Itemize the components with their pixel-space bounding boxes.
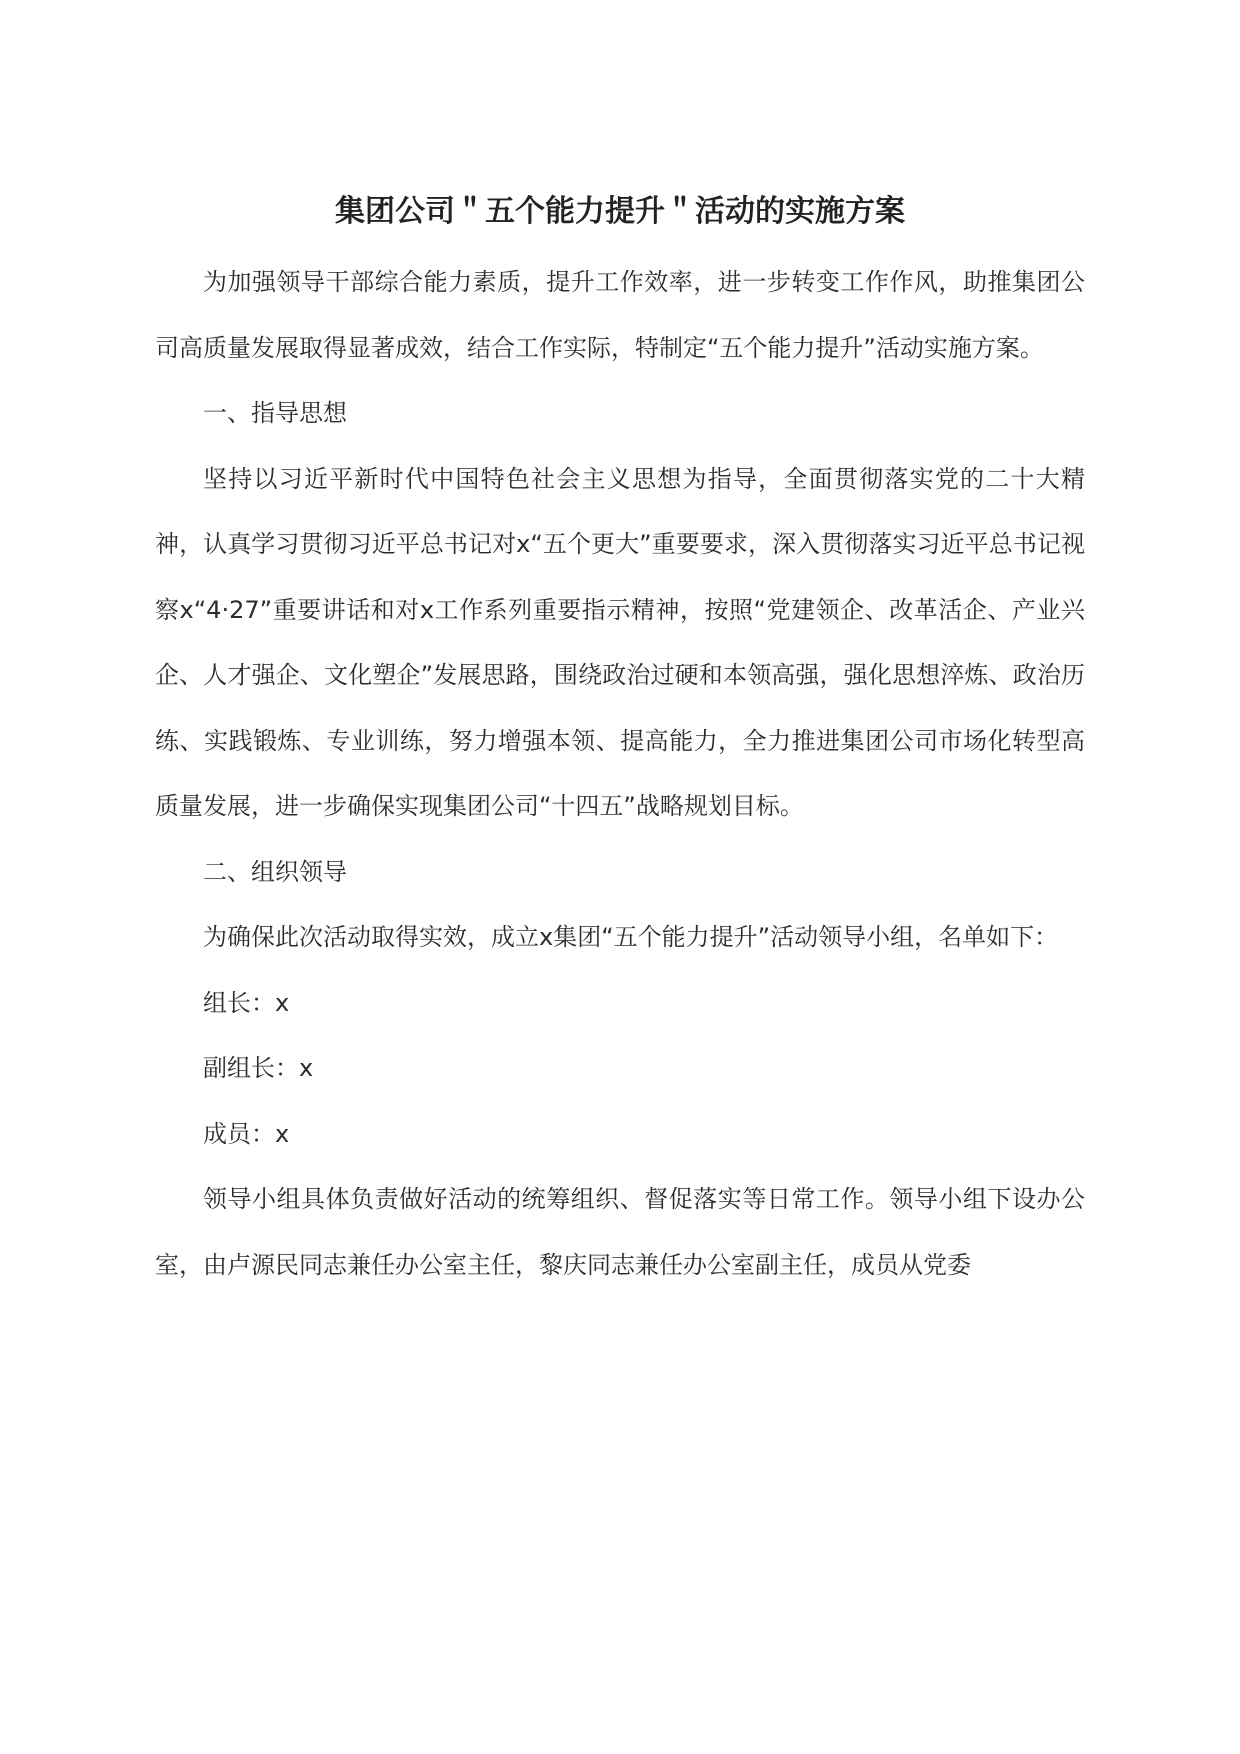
- organization-paragraph: 为确保此次活动取得实效，成立x集团“五个能力提升”活动领导小组，名单如下：: [203, 923, 1059, 951]
- guiding-ideology-paragraph: 坚持以习近平新时代中国特色社会主义思想为指导，全面贯彻落实党的二十大精神，认真学习贯彻习近平总书记对x“五个更大”重要要求，深入贯彻落实习近平总书记视察x“4·27”重要讲话和对x工作系列重要指示精神，按照“党建领企、改革活企、产业兴企、人才强企、文化塑企”发展思路，围绕政治过硬和本领高强，强化思想淬炼、政治历练、实践锻炼、专业训练，努力增强本领、提高能力，全力推进集团公司市场化转型高质量发展，进一步确保实现集团公司“十四五”战略规划目标。: [155, 464, 1085, 820]
- members-line: 成员：x: [203, 1119, 290, 1148]
- deputy-leader-line: 副组长：x: [203, 1054, 314, 1082]
- document-title: 集团公司＂五个能力提升＂活动的实施方案: [335, 194, 905, 229]
- leader-line: 组长：x: [203, 988, 290, 1017]
- section-heading-organization: 二、组织领导: [203, 857, 347, 886]
- intro-paragraph: 为加强领导干部综合能力素质，提升工作效率，进一步转变工作作风，助推集团公司高质量发展取得显著成效，结合工作实际，特制定“五个能力提升”活动实施方案。: [155, 268, 1085, 362]
- office-paragraph: 领导小组具体负责做好活动的统筹组织、督促落实等日常工作。领导小组下设办公室，由卢源民同志兼任办公室主任，黎庆同志兼任办公室副主任，成员从党委: [155, 1185, 1085, 1279]
- document-body: [155, 250, 1085, 1298]
- section-heading-guiding-ideology: 一、指导思想: [203, 399, 347, 427]
